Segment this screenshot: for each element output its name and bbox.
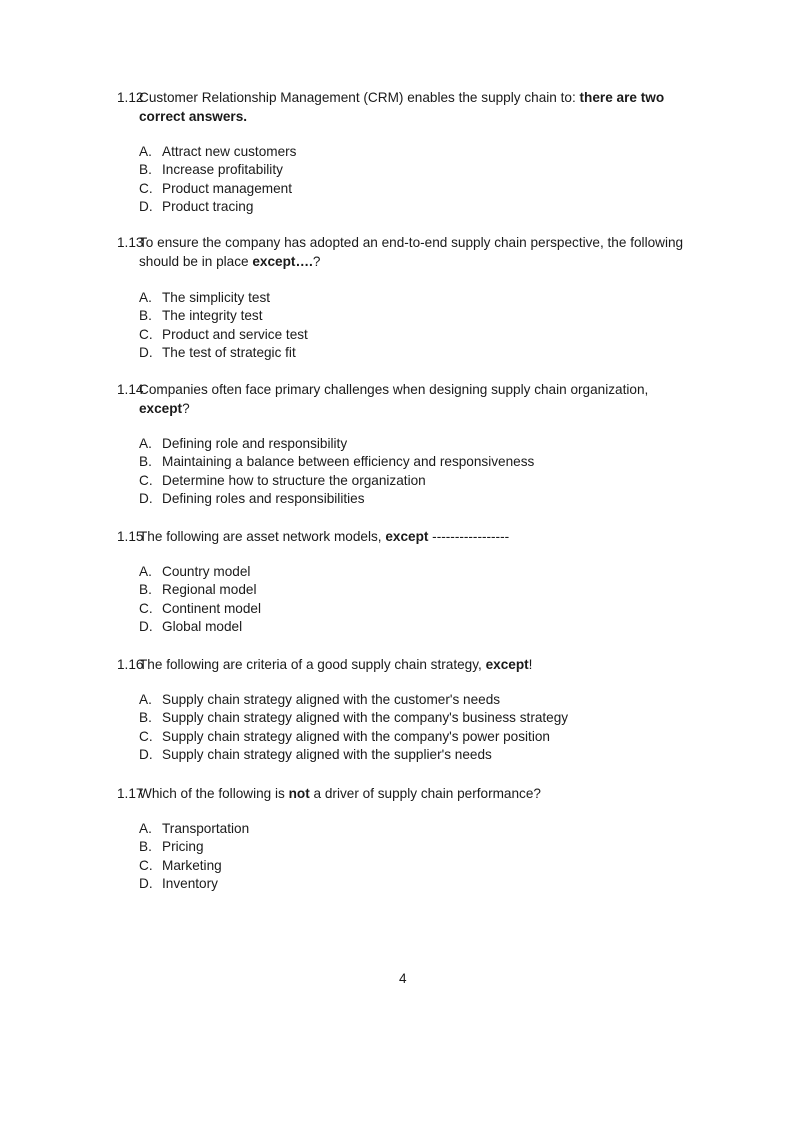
option-a [139, 820, 249, 838]
options-list [139, 435, 534, 509]
option-b [139, 581, 261, 599]
option-letter: A. [139, 144, 152, 159]
option-text: Country model [162, 564, 251, 579]
option-a [139, 691, 568, 709]
question-stem-end: ? [312, 254, 321, 269]
question-emphasis: not [288, 786, 310, 801]
option-c [139, 326, 308, 344]
question-1-14 [117, 380, 697, 418]
question-stem: Customer Relationship Management (CRM) enables the supply chain to: [139, 90, 580, 105]
option-letter: B. [139, 710, 152, 726]
question-text [139, 88, 697, 126]
option-text: Supply chain strategy aligned with the company's power position [162, 728, 550, 744]
option-d [139, 618, 261, 636]
option-a [139, 289, 308, 307]
option-text: Continent model [162, 600, 261, 616]
option-b [139, 161, 296, 179]
question-number: 1.15 [117, 529, 144, 544]
question-stem: Companies often face primary challenges when designing supply chain organization, [139, 382, 649, 397]
options-list [139, 143, 296, 217]
question-emphasis: there are two correct answers. [139, 90, 665, 124]
option-b [139, 709, 568, 727]
option-text: Increase profitability [162, 162, 283, 178]
option-b [139, 838, 249, 856]
option-text: The simplicity test [162, 290, 271, 305]
question-emphasis: except [385, 529, 429, 544]
question-emphasis: except…. [252, 254, 313, 269]
question-1-16 [117, 655, 697, 674]
option-letter: B. [139, 582, 152, 598]
option-d [139, 746, 568, 764]
option-letter: A. [139, 436, 152, 451]
option-text: Product management [162, 180, 292, 196]
option-letter: B. [139, 839, 152, 855]
question-text [139, 784, 697, 803]
question-1-17 [117, 784, 697, 803]
option-b [139, 307, 308, 325]
option-d [139, 198, 296, 216]
options-list [139, 691, 568, 765]
option-d [139, 875, 249, 893]
question-stem-end: a driver of supply chain performance? [309, 786, 541, 801]
option-text: Transportation [162, 821, 250, 836]
option-a [139, 563, 261, 581]
options-list [139, 563, 261, 637]
question-stem: To ensure the company has adopted an end-to-end supply chain perspective, the following should be in place [139, 235, 684, 269]
option-text: Marketing [162, 857, 222, 873]
options-list [139, 289, 308, 363]
question-number: 1.12 [117, 90, 144, 105]
option-letter: C. [139, 472, 153, 488]
option-text: Defining roles and responsibilities [162, 491, 365, 507]
option-text: The integrity test [162, 308, 263, 324]
option-letter: C. [139, 728, 153, 744]
option-text: Pricing [162, 839, 204, 855]
option-c [139, 728, 568, 746]
option-letter: B. [139, 308, 152, 324]
question-stem: The following are asset network models, [139, 529, 386, 544]
option-letter: A. [139, 564, 152, 579]
option-letter: B. [139, 162, 152, 178]
question-stem: Which of the following is [139, 786, 289, 801]
option-text: Regional model [162, 582, 257, 598]
option-letter: C. [139, 326, 153, 342]
option-text: Inventory [162, 876, 218, 892]
option-letter: A. [139, 290, 152, 305]
option-c [139, 180, 296, 198]
option-a [139, 435, 534, 453]
option-letter: D. [139, 747, 153, 763]
question-number: 1.17 [117, 786, 144, 801]
option-letter: C. [139, 600, 153, 616]
question-1-15 [117, 527, 697, 546]
option-b [139, 453, 534, 471]
options-list [139, 820, 249, 894]
question-number: 1.13 [117, 235, 144, 250]
question-stem-end: ----------------- [428, 529, 510, 544]
option-letter: A. [139, 821, 152, 836]
page-number: 4 [399, 971, 407, 986]
question-number: 1.14 [117, 382, 144, 397]
option-letter: D. [139, 619, 153, 635]
question-1-13 [117, 233, 697, 271]
option-text: Determine how to structure the organization [162, 472, 426, 488]
option-d [139, 490, 534, 508]
question-text [139, 527, 697, 546]
option-text: Attract new customers [162, 144, 297, 159]
option-letter: D. [139, 491, 153, 507]
option-text: Global model [162, 619, 243, 635]
option-text: Maintaining a balance between efficiency and responsiveness [162, 454, 535, 470]
option-letter: B. [139, 454, 152, 470]
option-text: Product tracing [162, 199, 254, 215]
option-letter: C. [139, 180, 153, 196]
option-text: The test of strategic fit [162, 345, 296, 361]
question-emphasis: except [139, 401, 183, 416]
option-text: Defining role and responsibility [162, 436, 348, 451]
question-emphasis: except [485, 657, 529, 672]
question-number: 1.16 [117, 657, 144, 672]
option-letter: A. [139, 692, 152, 707]
option-letter: D. [139, 345, 153, 361]
option-text: Supply chain strategy aligned with the customer's needs [162, 692, 501, 707]
option-d [139, 344, 308, 362]
option-letter: D. [139, 199, 153, 215]
option-a [139, 143, 296, 161]
option-text: Supply chain strategy aligned with the company's business strategy [162, 710, 569, 726]
question-stem-end: ! [528, 657, 533, 672]
option-letter: D. [139, 876, 153, 892]
question-text [139, 233, 697, 271]
option-c [139, 472, 534, 490]
question-stem-end: ? [182, 401, 190, 416]
question-text [139, 380, 697, 418]
question-1-12 [117, 88, 697, 126]
option-text: Product and service test [162, 326, 308, 342]
question-text [139, 655, 697, 674]
question-stem: The following are criteria of a good supply chain strategy, [139, 657, 486, 672]
option-c [139, 600, 261, 618]
option-c [139, 857, 249, 875]
option-letter: C. [139, 857, 153, 873]
option-text: Supply chain strategy aligned with the supplier's needs [162, 747, 492, 763]
